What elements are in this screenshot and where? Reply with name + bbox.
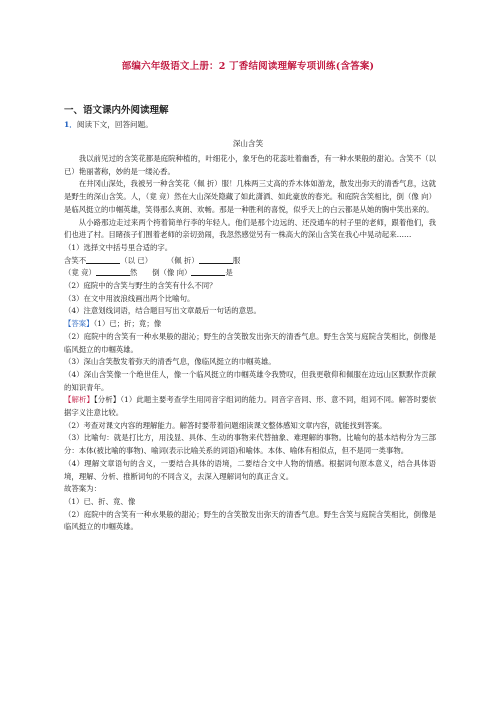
answer-line: （3）深山含笑散发着弥天的清香气息，像临风挺立的巾帼英雄。 (64, 357, 276, 367)
answer-line: （4）深山含笑像一个绝世佳人，像一个临风挺立的巾帼英雄令我赞叹，但我更敬仰和佩服在边远山区默默作贡献的知识青年。 (64, 369, 436, 392)
fill-text: 倒（像 向） (152, 268, 192, 278)
section-heading: 一、语文课内外阅读理解 (64, 105, 169, 116)
answer-line (64, 318, 436, 331)
answer-line: （2）庭院中的含笑有一种水果般的甜沁；野生的含笑散发出弥天的清香气息。野生含笑与庭院含笑相比，倒像是临风挺立的巾帼英雄。 (64, 331, 436, 354)
passage-paragraph: 我以前见过的含笑花都是庭院种植的，叶细花小，象牙色的花蕊吐着幽香，有一种水果般的甜沁。含笑不（以 已）艳丽著称，妙的是一缕沁香。 (64, 154, 436, 176)
passage-paragraph: 在井冈山深处，我被另一种含笑花（佩 折）服！几株两三丈高的乔木体如游龙，散发出弥天的清香气息，这就是野生的深山含笑。人，（竟 竞）然在大山深处隐藏了如此潇洒、如此豪放的春光。和庭院含笑相比，倒（像 向）是临风挺立的巾帼英雄，笑得那么爽朗、欢畅。那是一种胜利的喜悦，似乎天上的白云都是从她的胸中笑出来的。 (64, 179, 436, 214)
analysis-line: （3）比喻句：就是打比方，用浅显、具体、生动的事物来代替抽象、难理解的事物。比喻句的基本结构分为三部分：本体(被比喻的事物)、喻词(表示比喻关系的词语)和喻体。本体、喻体有相似点，但不是同一类事物。 (64, 433, 436, 456)
fill-blank (199, 255, 233, 264)
fill-text: （竟 竞） (64, 268, 96, 278)
analysis-line (64, 394, 436, 419)
passage-title: 深山含笑 (232, 139, 264, 148)
fill-text: （以 已） (120, 255, 153, 265)
answer-text: （1）已；折；竟；像 (93, 319, 162, 329)
question-1 (64, 119, 153, 130)
fill-text: （佩 折） (166, 255, 199, 265)
question-prompt: 阅读下文，回答问题。 (76, 120, 153, 129)
question-item: （3）在文中用波浪线画出两个比喻句。 (64, 293, 195, 303)
fill-blank (86, 255, 120, 264)
analysis-sub: 【分析】 (93, 395, 121, 405)
document-title: 部编六年级语文上册：2 丁香结阅读理解专项训练(含答案) (121, 61, 375, 72)
answer-tag: 【答案】 (64, 319, 94, 329)
fill-text: 然 (129, 268, 138, 278)
document-body (64, 153, 436, 534)
analysis-text: （1）此题主要考查学生用同音字组词的能力。同音字音同、形、意不同，组词不同。解答时要依据字义注意比较。 (64, 395, 436, 418)
question-item: （4）注意划线词语，结合题目写出文章最后一句话的意思。 (64, 306, 261, 316)
fill-text: 服 (232, 255, 241, 265)
final-answer-line: （1）已、折、竟、像 (64, 496, 136, 506)
analysis-line: （2）考查对课文内容的理解能力。解答时要带着问题细读课文整体感知文章内容，就能找到答案。 (64, 420, 387, 430)
final-answer-line: （2）庭院中的含笑有一种水果般的甜沁；野生的含笑散发出弥天的清香气息。野生含笑与庭院含笑相比，倒像是临风挺立的巾帼英雄。 (64, 509, 436, 532)
question-item: （2）庭院中的含笑与野生的含笑有什么不同？ (64, 281, 217, 291)
fill-text: 含笑不 (64, 255, 87, 265)
question-item: （1）选择文中括号里合适的字。 (64, 242, 173, 252)
passage-paragraph: 从小路那边走过来两个挎着简单行李的年轻人。他们是那个边远的、还没通车的村子里的老师，跟着他们，我们也进了村。目睹孩子们围着老师的亲切劲闹，我忽然感觉另有一株高大的深山含笑在我心中晃动起来…… (64, 217, 436, 240)
fill-blank (96, 267, 130, 276)
fill-text: 是 (225, 268, 233, 278)
question-number: 1． (64, 120, 77, 129)
final-answer-label: 故答案为： (64, 484, 101, 494)
analysis-line: （4）理解文章语句的含义，一要结合具体的语境，二要结合文中人物的情感。根据词句原本意义，结合具体语境，理解、分析、推断词句的不同含义，去深入理解词句的真正含义。 (64, 458, 436, 481)
analysis-tag: 【解析】 (64, 395, 94, 405)
fill-line-1 (64, 255, 436, 268)
fill-blank (191, 267, 225, 276)
fill-line-2 (64, 267, 436, 280)
